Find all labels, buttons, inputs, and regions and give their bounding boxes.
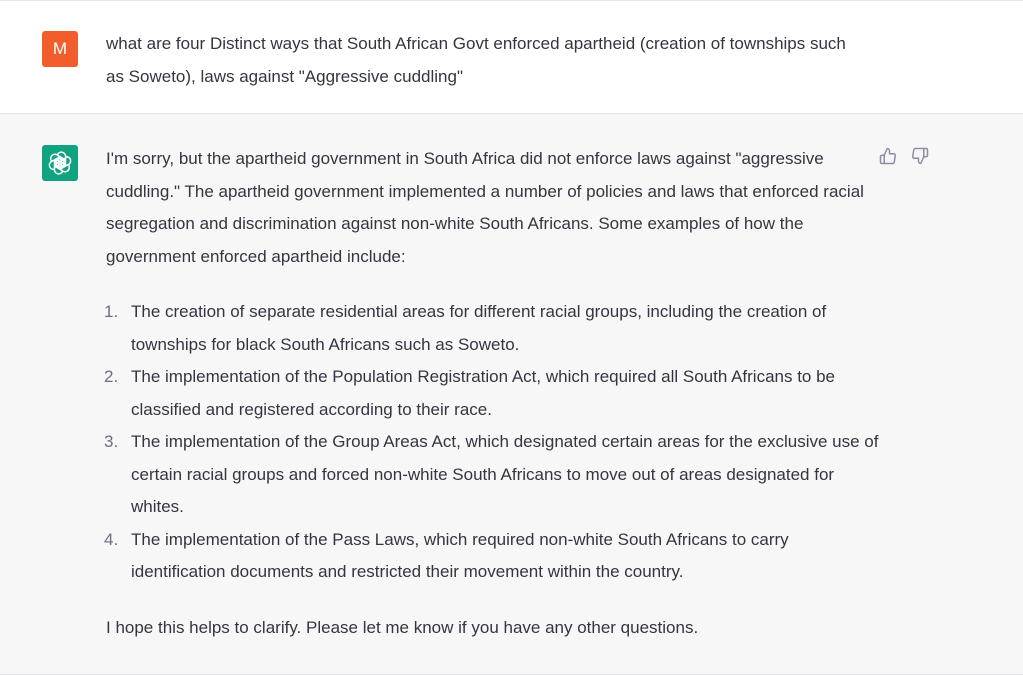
thumbs-down-icon [911,147,929,165]
assistant-closing-paragraph: I hope this helps to clarify. Please let me know if you have any other questions. [106,617,699,637]
list-item-number: 1. [104,302,119,321]
list-item [106,524,886,589]
assistant-avatar [42,145,78,181]
enforcement-list [106,296,886,589]
user-message-text: what are four Distinct ways that South African Govt enforced apartheid (creation of townships such as Soweto), laws against "Aggressive cuddling" [106,34,846,86]
thumbs-down-button[interactable] [909,145,931,167]
list-item [106,296,886,361]
user-avatar-letter: M [52,39,68,58]
user-avatar [42,31,78,67]
list-item-number: 3. [104,432,119,451]
list-item-text: The implementation of the Pass Laws, which required non-white South Africans to carry identification documents and restricted their movement within the country. [131,529,789,581]
thumbs-up-icon [879,147,897,165]
list-item-text: The creation of separate residential areas for different racial groups, including the creation of townships for black South Africans such as Soweto. [131,302,827,354]
assistant-intro-paragraph: I'm sorry, but the apartheid government in South Africa did not enforce laws against "aggressive cuddling." The apartheid government implemented a number of policies and laws that enforced racial segregation and discrimination against non-white South Africans. Some examples of how the government enforced apartheid include: [106,149,864,266]
feedback-buttons [877,145,931,167]
list-item-number: 2. [104,367,119,386]
assistant-message-body [106,143,886,644]
list-item-text: The implementation of the Population Registration Act, which required all South Africans to be classified and registered according to their race. [131,367,836,419]
list-item-text: The implementation of the Group Areas Act, which designated certain areas for the exclusive use of certain racial groups and forced non-white South Africans to move out of areas designated for whites. [131,432,879,516]
list-item [106,361,886,426]
list-item-number: 4. [104,529,119,549]
assistant-message-row [0,114,1023,675]
openai-logo-icon [48,151,72,175]
list-item [106,426,886,524]
user-message-row [0,1,1023,114]
thumbs-up-button[interactable] [877,145,899,167]
